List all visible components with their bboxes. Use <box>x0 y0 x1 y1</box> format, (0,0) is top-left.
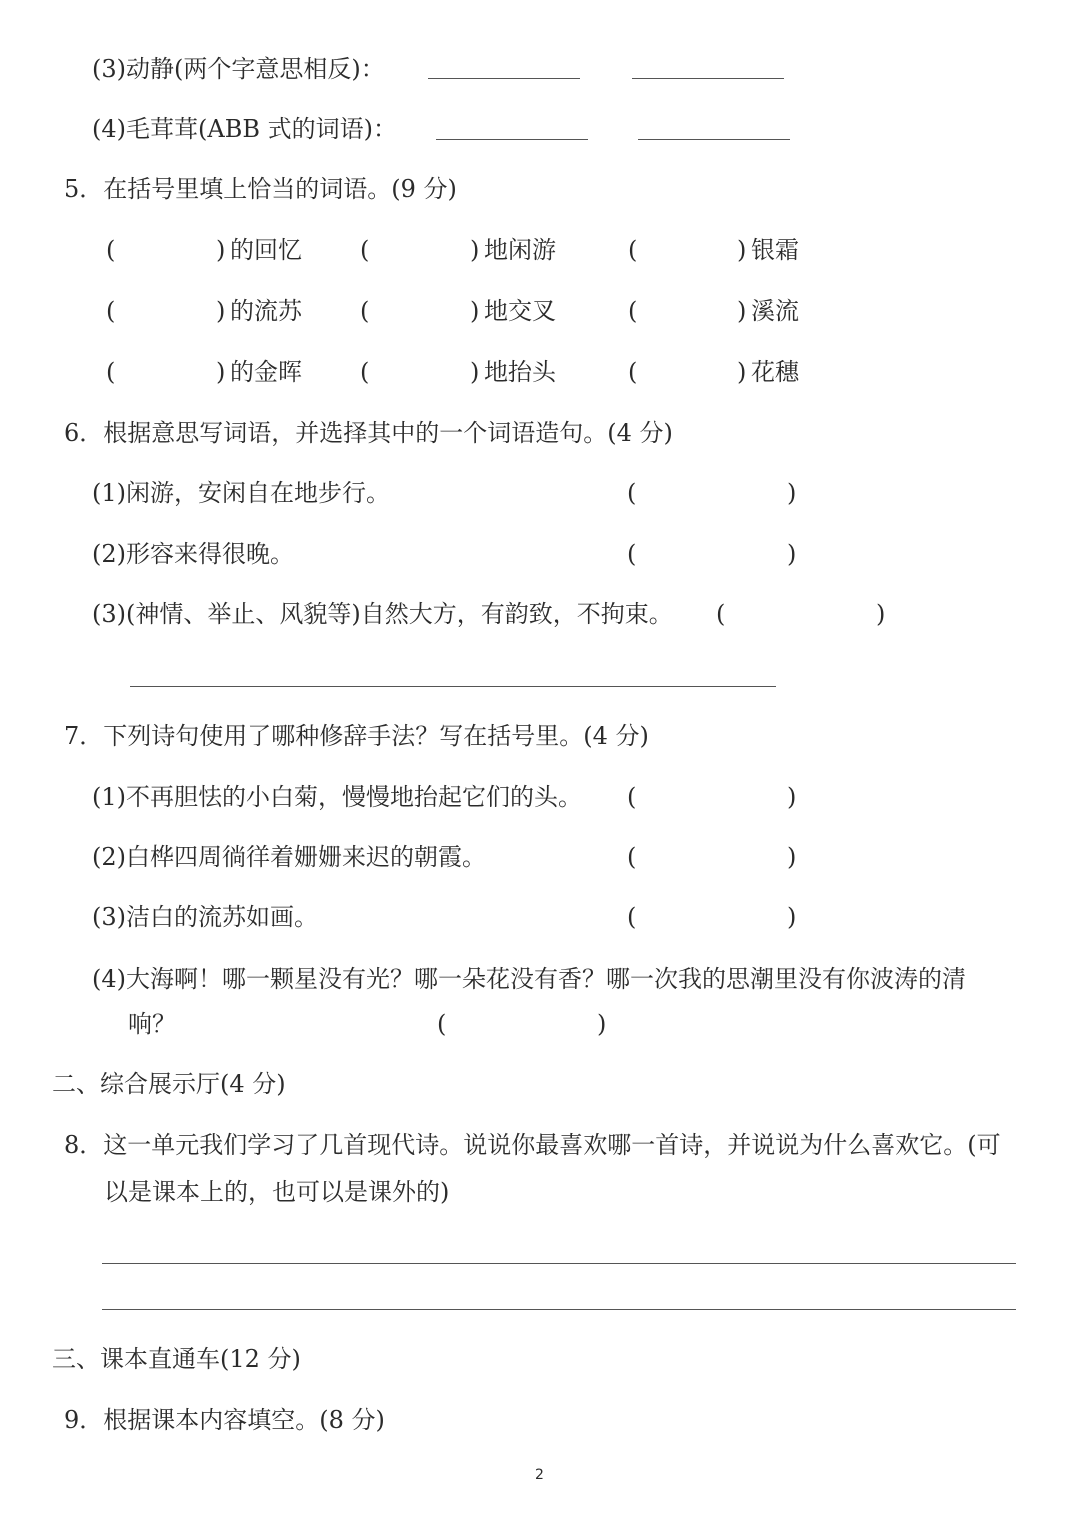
q7-item-2: (2)白桦四周徜徉着姗姗来迟的朝霞。 <box>92 843 486 871</box>
close-paren: ) <box>216 358 226 386</box>
close-paren: ) <box>876 600 886 628</box>
open-paren: ( <box>106 236 116 264</box>
close-paren: ) <box>787 783 797 811</box>
answer-line[interactable] <box>436 139 588 140</box>
q5-word: 地闲游 <box>484 236 556 264</box>
open-paren: ( <box>627 479 637 507</box>
close-paren: ) <box>787 843 797 871</box>
q5-word: 的金晖 <box>230 358 302 386</box>
q5-word: 地交叉 <box>484 297 556 325</box>
close-paren: ) <box>737 236 747 264</box>
close-paren: ) <box>216 297 226 325</box>
q5-word: 银霜 <box>751 236 799 264</box>
q7-item-4: (4)大海啊！哪一颗星没有光？哪一朵花没有香？哪一次我的思潮里没有你波涛的清 <box>92 965 966 993</box>
open-paren: ( <box>628 358 638 386</box>
close-paren: ) <box>470 358 480 386</box>
open-paren: ( <box>628 297 638 325</box>
q9-title: 9．根据课本内容填空。(8 分) <box>64 1406 385 1434</box>
q4-item-4: (4)毛茸茸(ABB 式的词语)： <box>92 115 397 143</box>
q6-title: 6．根据意思写词语，并选择其中的一个词语造句。(4 分) <box>64 419 673 447</box>
q7-item-1: (1)不再胆怯的小白菊，慢慢地抬起它们的头。 <box>92 783 582 811</box>
q6-item-3: (3)(神情、举止、风貌等)自然大方，有韵致，不拘束。 <box>92 600 673 628</box>
close-paren: ) <box>787 479 797 507</box>
answer-line[interactable] <box>428 78 580 79</box>
answer-line[interactable] <box>102 1263 1016 1264</box>
page-number: 2 <box>535 1467 544 1483</box>
answer-line[interactable] <box>638 139 790 140</box>
close-paren: ) <box>737 297 747 325</box>
close-paren: ) <box>470 236 480 264</box>
close-paren: ) <box>597 1010 607 1038</box>
open-paren: ( <box>628 236 638 264</box>
open-paren: ( <box>360 358 370 386</box>
q6-item-1: (1)闲游，安闲自在地步行。 <box>92 479 390 507</box>
q5-word: 地抬头 <box>484 358 556 386</box>
section-3-title: 三、课本直通车(12 分) <box>52 1345 301 1373</box>
q5-word: 的流苏 <box>230 297 302 325</box>
open-paren: ( <box>627 903 637 931</box>
open-paren: ( <box>360 236 370 264</box>
open-paren: ( <box>627 540 637 568</box>
close-paren: ) <box>470 297 480 325</box>
open-paren: ( <box>627 843 637 871</box>
q7-title: 7．下列诗句使用了哪种修辞手法？写在括号里。(4 分) <box>64 722 649 750</box>
q8-line-2: 以是课本上的，也可以是课外的) <box>104 1178 450 1206</box>
close-paren: ) <box>737 358 747 386</box>
q7-item-4-cont: 响？ <box>128 1010 176 1038</box>
open-paren: ( <box>437 1010 447 1038</box>
open-paren: ( <box>106 358 116 386</box>
open-paren: ( <box>716 600 726 628</box>
answer-line[interactable] <box>102 1309 1016 1310</box>
section-2-title: 二、综合展示厅(4 分) <box>52 1070 286 1098</box>
q5-word: 花穗 <box>751 358 799 386</box>
open-paren: ( <box>627 783 637 811</box>
close-paren: ) <box>216 236 226 264</box>
sentence-answer-line[interactable] <box>130 686 776 687</box>
close-paren: ) <box>787 540 797 568</box>
close-paren: ) <box>787 903 797 931</box>
open-paren: ( <box>106 297 116 325</box>
q5-word: 溪流 <box>751 297 799 325</box>
q7-item-3: (3)洁白的流苏如画。 <box>92 903 318 931</box>
q6-item-2: (2)形容来得很晚。 <box>92 540 294 568</box>
answer-line[interactable] <box>632 78 784 79</box>
open-paren: ( <box>360 297 370 325</box>
q5-word: 的回忆 <box>230 236 302 264</box>
q4-item-3: (3)动静(两个字意思相反)： <box>92 55 385 83</box>
q5-title: 5．在括号里填上恰当的词语。(9 分) <box>64 175 457 203</box>
q8-line-1: 8．这一单元我们学习了几首现代诗。说说你最喜欢哪一首诗，并说说为什么喜欢它。(可 <box>64 1131 1001 1159</box>
